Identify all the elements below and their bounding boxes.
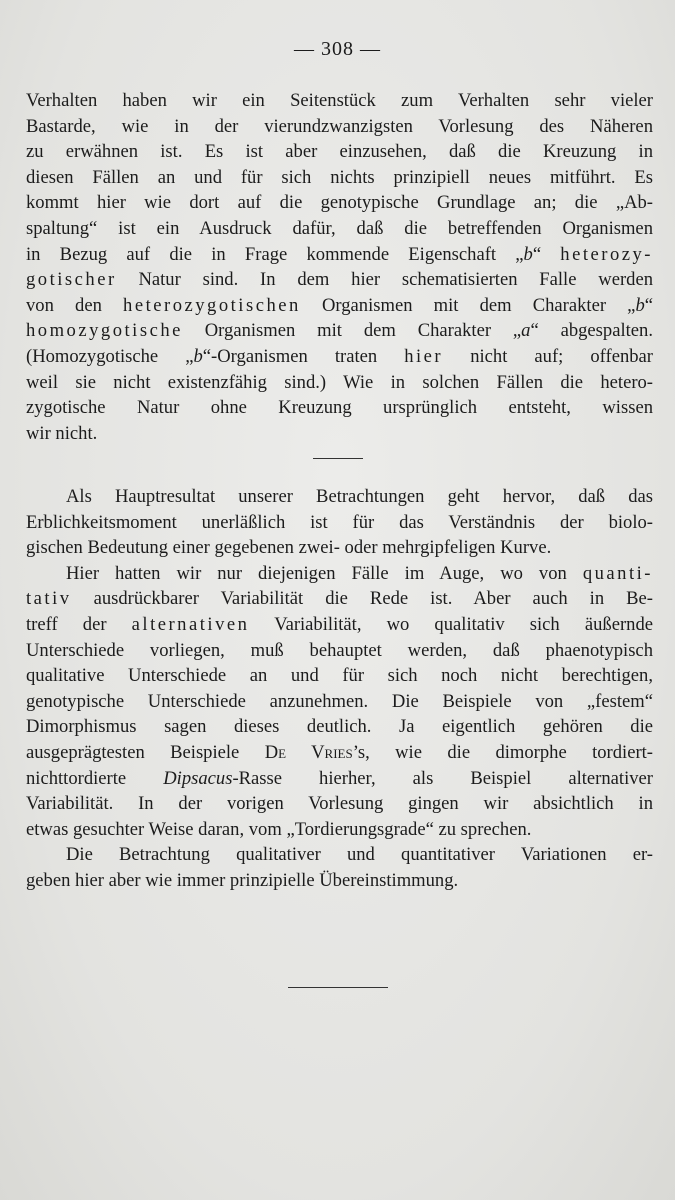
text-run: a (521, 320, 531, 342)
text-run: Dipsacus (163, 767, 233, 789)
text-run: nicht auf; offenbar (443, 345, 653, 367)
text-run: in Bezug auf die in Frage kommende Eigenschaft „ (26, 243, 524, 265)
text-run: Bastarde, wie in der vierundzwanzigsten Vorlesung des Näheren (26, 115, 653, 137)
text-run: geben hier aber wie immer prinzipielle Übereinstimmung. (26, 869, 459, 891)
text-line (26, 484, 653, 510)
text-line (26, 421, 653, 447)
text-line (26, 535, 653, 561)
text-run: genotypische Unterschiede anzunehmen. Die Beispiele von „festem“ (26, 690, 653, 712)
text-run: nichttordierte (26, 767, 164, 789)
text-line (26, 586, 653, 612)
text-run: ausdrückbarer Variabilität die Rede ist. Aber auch in Be- (71, 588, 653, 610)
text-run: “ (532, 243, 561, 265)
text-line (26, 612, 653, 638)
text-run: von den (26, 294, 124, 316)
text-line (26, 663, 653, 689)
text-run: b (523, 243, 533, 265)
page-number: — 308 — (294, 38, 381, 60)
text-run: Variabilität, wo qualitativ sich äußernde (249, 613, 653, 635)
text-run: diesen Fällen an und für sich nichts prinzipiell neues mitführt. Es (26, 166, 653, 188)
text-line (26, 395, 653, 421)
text-line (26, 714, 653, 740)
text-run: wir nicht. (26, 422, 98, 444)
text-run: ’s, wie die dimorphe tordiert- (352, 741, 653, 763)
text-line (26, 689, 653, 715)
text-line (26, 842, 653, 868)
text-run: Variabilität. In der vorigen Vorlesung gingen wir absichtlich in (26, 793, 653, 815)
text-run: “ (644, 294, 653, 316)
text-run: tativ (26, 588, 72, 610)
text-run: heterozygotischen (123, 294, 301, 316)
text-line (26, 791, 653, 817)
text-line (26, 638, 653, 664)
text-run: weil sie nicht existenzfähig sind.) Wie in solchen Fällen die hetero- (26, 371, 653, 393)
text-run: Organismen mit dem Charakter „ (182, 320, 522, 342)
text-run: “-Organismen traten (202, 345, 405, 367)
text-line (26, 510, 653, 536)
text-line (26, 561, 653, 587)
text-run: Verhalten haben wir ein Seitenstück zum Verhalten sehr vieler (26, 90, 653, 111)
text-line (26, 216, 653, 242)
text-line (26, 242, 653, 268)
text-run: quanti- (582, 562, 653, 584)
text-run: Unterschiede vorliegen, muß behauptet werden, daß phaenotypisch (26, 639, 653, 661)
text-run: hier (404, 345, 444, 367)
text-run: -Rasse hierher, als Beispiel alternativer (232, 767, 653, 789)
text-run: spaltung“ ist ein Ausdruck dafür, daß die betreffenden Organismen (26, 217, 653, 239)
text-line (26, 190, 653, 216)
section-divider (313, 458, 363, 459)
text-run: kommt hier wie dort auf die genotypische Grundlage an; die „Ab- (26, 192, 653, 214)
text-run: zygotische Natur ohne Kreuzung ursprünglich entsteht, wissen (26, 397, 653, 419)
text-run: gotischer (26, 269, 117, 291)
text-line (26, 868, 653, 894)
text-run: “ abgespalten. (530, 320, 653, 342)
text-run: b (635, 294, 645, 316)
text-run: qualitative Unterschiede an und für sich noch nicht berechtigen, (26, 665, 653, 687)
text-run: (Homozygotische „ (26, 345, 194, 367)
text-run: Als Hauptresultat unserer Betrachtungen geht hervor, daß das (66, 486, 653, 507)
text-run: Organismen mit dem Charakter „ (300, 294, 636, 316)
text-line (26, 267, 653, 293)
text-run: b (193, 345, 203, 367)
text-run: Die Betrachtung qualitativer und quantitativer Variationen er- (66, 844, 653, 866)
text-line (26, 114, 653, 140)
paragraph-block-1 (26, 88, 653, 446)
text-line (26, 344, 653, 370)
text-line (26, 740, 653, 766)
text-run: Hier hatten wir nur diejenigen Fälle im Auge, wo von (66, 562, 583, 584)
text-line (26, 88, 653, 114)
text-run: homozygotische (26, 320, 183, 342)
text-run: Erblichkeitsmoment unerläßlich ist für das Verständnis der biolo- (26, 511, 653, 533)
text-run: De Vries (264, 741, 353, 763)
paragraph-block-2 (26, 484, 653, 894)
text-run: Dimorphismus sagen dieses deutlich. Ja eigentlich gehören die (26, 716, 653, 738)
text-line (26, 165, 653, 191)
text-run: Natur sind. In dem hier schematisierten Falle werden (116, 269, 653, 291)
text-run: heterozy- (560, 243, 653, 265)
end-rule (288, 987, 388, 988)
text-line (26, 766, 653, 792)
text-line (26, 318, 653, 344)
text-run: etwas gesuchter Weise daran, vom „Tordierungsgrade“ zu sprechen. (26, 818, 532, 840)
text-line (26, 370, 653, 396)
text-run: gischen Bedeutung einer gegebenen zwei- oder mehrgipfeligen Kurve. (26, 537, 552, 559)
text-line (26, 817, 653, 843)
text-line (26, 139, 653, 165)
text-run: treff der (26, 613, 132, 635)
text-line (26, 293, 653, 319)
text-run: ausgeprägtesten Beispiele (26, 741, 265, 763)
text-run: alternativen (131, 613, 250, 635)
text-run: zu erwähnen ist. Es ist aber einzusehen, daß die Kreuzung in (26, 141, 653, 163)
